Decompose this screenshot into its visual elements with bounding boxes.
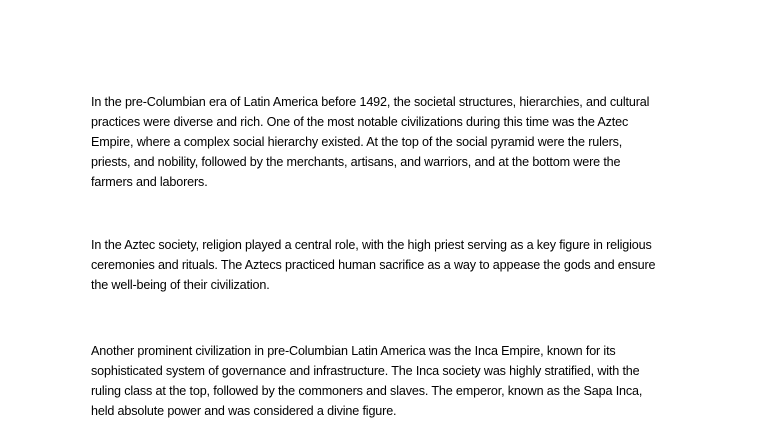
paragraph-inca-empire xyxy=(91,341,701,421)
text-line: ceremonies and rituals. The Aztecs practiced human sacrifice as a way to appease the gods and ensure xyxy=(91,258,656,272)
text-line: practices were diverse and rich. One of the most notable civilizations during this time was the Aztec xyxy=(91,115,629,129)
text-line: In the Aztec society, religion played a central role, with the high priest serving as a key figure in religious xyxy=(91,238,652,252)
text-line: priests, and nobility, followed by the merchants, artisans, and warriors, and at the bottom were the xyxy=(91,155,621,169)
paragraph-aztec-hierarchy xyxy=(91,92,701,192)
text-line: ruling class at the top, followed by the commoners and slaves. The emperor, known as the Sapa Inca, xyxy=(91,384,643,398)
text-line: farmers and laborers. xyxy=(91,175,208,189)
paragraph-aztec-religion xyxy=(91,235,701,295)
text-line: Another prominent civilization in pre-Columbian Latin America was the Inca Empire, known for its xyxy=(91,344,616,358)
text-line: held absolute power and was considered a divine figure. xyxy=(91,404,397,418)
text-line: Empire, where a complex social hierarchy existed. At the top of the social pyramid were the rulers, xyxy=(91,135,623,149)
text-line: sophisticated system of governance and infrastructure. The Inca society was highly stratified, with the xyxy=(91,364,640,378)
text-line: the well-being of their civilization. xyxy=(91,278,270,292)
text-line: In the pre-Columbian era of Latin America before 1492, the societal structures, hierarchies, and cultural xyxy=(91,95,650,109)
